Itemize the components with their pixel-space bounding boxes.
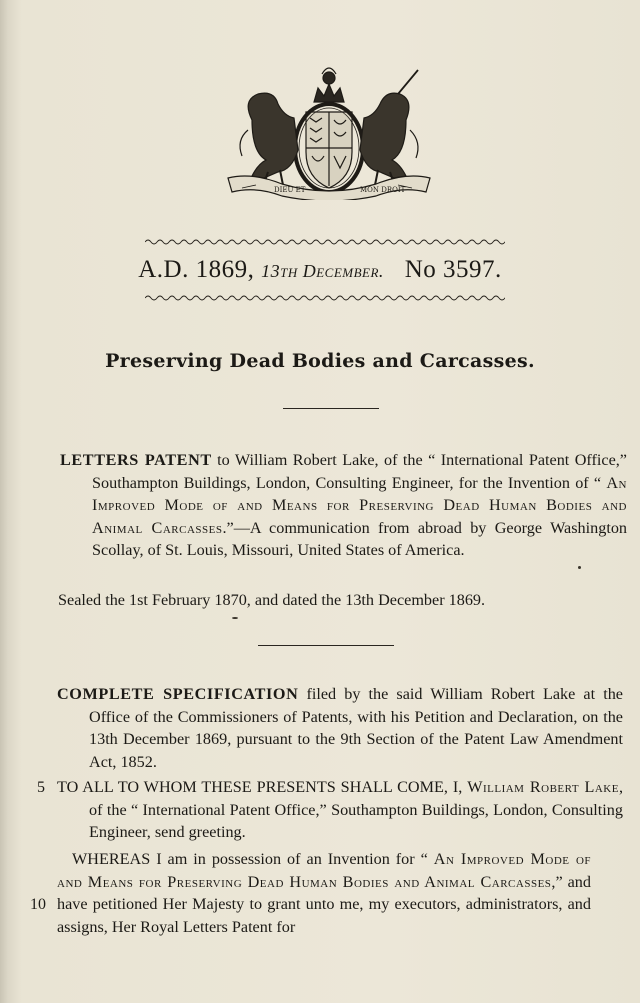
wavy-rule-bottom: [145, 294, 505, 302]
sealed-line: Sealed the 1st February 1870, and dated the 13th December 1869.: [58, 591, 486, 609]
paper-speck: [232, 617, 238, 619]
letters-patent-lead: LETTERS PATENT: [60, 451, 212, 469]
specification-lead: COMPLETE SPECIFICATION: [57, 685, 299, 703]
royal-coat-of-arms: [222, 60, 436, 200]
greeting-name: William Robert Lake: [467, 778, 619, 796]
greeting-text: , of the “ International Patent Office,” Southampton Buildings, London, Consulting Engineer, send greeting.: [89, 778, 623, 842]
greeting-paragraph: [57, 776, 623, 844]
whereas-invention: An Improved Mode of and Means for Preserving Dead Human Bodies and Animal Carcasses: [57, 850, 592, 891]
line-number-5: 5: [37, 779, 45, 796]
patent-number: No 3597.: [404, 256, 502, 283]
document-title: Preserving Dead Bodies and Carcasses.: [105, 350, 535, 372]
specification-text: filed by the said William Robert Lake at the Office of the Commissioners of Patents, with his Petition and Declaration, on the 13th December 1869, pursuant to the 9th Section of the Patent Law Amendment Act, 1852.: [89, 685, 623, 771]
divider-rule: [283, 408, 379, 409]
letters-patent-text-1: to William Robert Lake, of the “ International Patent Office,” Southampton Buildings, London, Consulting Engineer, for the Invention of “: [92, 451, 627, 492]
letters-patent-paragraph: [60, 449, 627, 562]
patent-headline: [0, 256, 640, 284]
letters-patent-text-2: .”—A communication from abroad by George Washington Scollay, of St. Louis, Missouri, United States of America.: [92, 518, 628, 560]
paper-speck: [578, 566, 581, 569]
patent-year: A.D. 1869,: [138, 256, 255, 283]
wavy-rule-top: [145, 238, 505, 246]
whereas-paragraph: [57, 848, 591, 938]
whereas-text-1: I am in possession of an Invention for “: [150, 850, 434, 868]
greeting-lead: TO ALL TO WHOM THESE PRESENTS SHALL COME, I,: [57, 778, 468, 796]
patent-date: 13th December.: [261, 261, 384, 281]
motto-left: DIEU ET: [274, 186, 306, 194]
specification-paragraph: [57, 683, 623, 773]
motto-right: MON DROIT: [360, 186, 406, 194]
divider-rule: [258, 645, 394, 646]
whereas-lead: WHEREAS: [72, 850, 151, 868]
line-number-10: 10: [30, 896, 46, 913]
whereas-text-2: ,” and have petitioned Her Majesty to grant unto me, my executors, administrators, and assigns, Her Royal Letters Patent for: [57, 872, 591, 936]
letters-patent-invention: An Improved Mode of and Means for Preserving Dead Human Bodies and Animal Carcasses: [92, 473, 627, 537]
